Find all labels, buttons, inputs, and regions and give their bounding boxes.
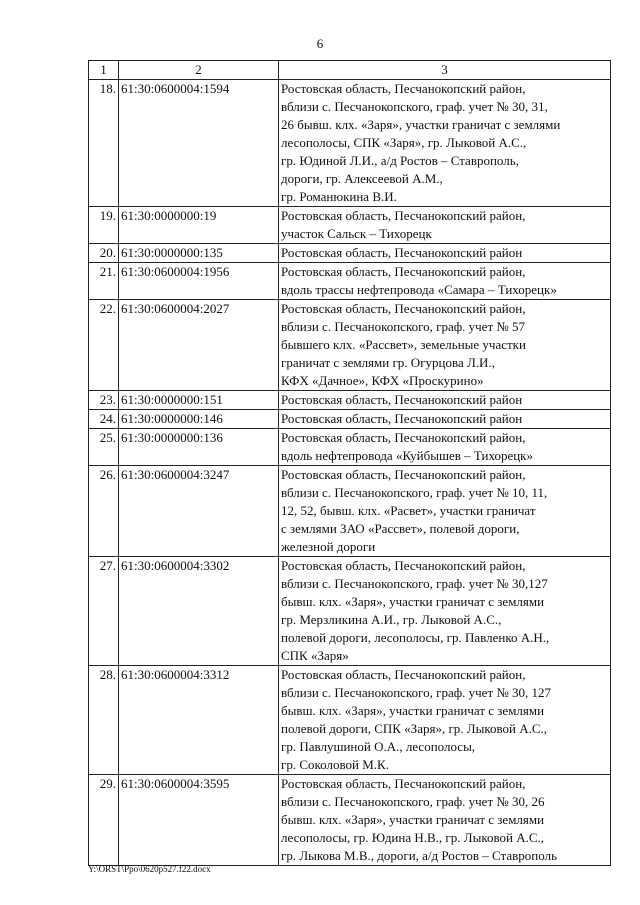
table-row <box>89 410 611 429</box>
table-row <box>89 80 611 207</box>
row-number: 26. <box>89 466 119 557</box>
location-description <box>279 557 611 666</box>
address-line: Ростовская область, Песчанокопский район, <box>281 558 526 573</box>
address-line: дороги, гр. Алексеевой А.М., <box>281 171 443 186</box>
table-row <box>89 244 611 263</box>
address-line: полевой дороги, СПК «Заря», гр. Лыковой А.С., <box>281 721 548 736</box>
address-line: бывш. клх. «Заря», участки граничат с землями <box>281 703 545 718</box>
row-number: 20. <box>89 244 119 263</box>
table-row <box>89 666 611 775</box>
cadastral-number: 61:30:0600004:1594 <box>119 80 279 207</box>
location-description <box>279 80 611 207</box>
cadastral-number: 61:30:0600004:3595 <box>119 775 279 866</box>
table-row <box>89 557 611 666</box>
address-line: вблизи с. Песчанокопского, граф. учет № 30, 127 <box>281 685 552 700</box>
address-line: бывш. клх. «Заря», участки граничат с землями <box>281 812 545 827</box>
row-number: 27. <box>89 557 119 666</box>
column-header-cadastral: 2 <box>119 61 279 80</box>
address-line: бывшего клх. «Рассвет», земельные участки <box>281 337 526 352</box>
address-line: гр. Соколовой М.К. <box>281 757 389 772</box>
address-line: КФХ «Дачное», КФХ «Проскурино» <box>281 373 484 388</box>
address-line: 26 бывш. клх. «Заря», участки граничат с землями <box>281 117 561 132</box>
location-description <box>279 466 611 557</box>
location-description <box>279 429 611 466</box>
address-line: гр. Романюкина В.И. <box>281 189 397 204</box>
address-line: с землями ЗАО «Рассвет», полевой дороги, <box>281 521 520 536</box>
address-line: гр. Мерзликина А.И., гр. Лыковой А.С., <box>281 612 502 627</box>
cadastral-number: 61:30:0000000:151 <box>119 391 279 410</box>
address-line: железной дороги <box>281 539 376 554</box>
address-line: лесополосы, СПК «Заря», гр. Лыковой А.С., <box>281 135 527 150</box>
table-row <box>89 263 611 300</box>
address-line: вдоль нефтепровода «Куйбышев – Тихорецк» <box>281 448 533 463</box>
address-line: Ростовская область, Песчанокопский район, <box>281 301 526 316</box>
table-row <box>89 775 611 866</box>
address-line: Ростовская область, Песчанокопский район, <box>281 264 526 279</box>
land-registry-table <box>88 60 611 866</box>
column-header-address: 3 <box>279 61 611 80</box>
address-line: Ростовская область, Песчанокопский район, <box>281 208 526 223</box>
location-description <box>279 263 611 300</box>
cadastral-number: 61:30:0000000:135 <box>119 244 279 263</box>
address-line: Ростовская область, Песчанокопский район <box>281 245 523 260</box>
address-line: Ростовская область, Песчанокопский район, <box>281 467 526 482</box>
address-line: вдоль трассы нефтепровода «Самара – Тихорецк» <box>281 282 557 297</box>
row-number: 19. <box>89 207 119 244</box>
location-description <box>279 410 611 429</box>
address-line: 12, 52, бывш. клх. «Расвет», участки граничат <box>281 503 536 518</box>
table-row <box>89 207 611 244</box>
cadastral-number: 61:30:0600004:3312 <box>119 666 279 775</box>
row-number: 23. <box>89 391 119 410</box>
row-number: 25. <box>89 429 119 466</box>
address-line: бывш. клх. «Заря», участки граничат с землями <box>281 594 545 609</box>
location-description <box>279 244 611 263</box>
address-line: гр. Лыкова М.В., дороги, а/д Ростов – Ставрополь <box>281 848 558 863</box>
table-row <box>89 466 611 557</box>
location-description <box>279 207 611 244</box>
cadastral-number: 61:30:0000000:19 <box>119 207 279 244</box>
cadastral-number: 61:30:0000000:136 <box>119 429 279 466</box>
row-number: 18. <box>89 80 119 207</box>
address-line: Ростовская область, Песчанокопский район, <box>281 667 526 682</box>
location-description <box>279 775 611 866</box>
row-number: 24. <box>89 410 119 429</box>
address-line: вблизи с. Песчанокопского, граф. учет № 30, 31, <box>281 99 548 114</box>
address-line: СПК «Заря» <box>281 648 349 663</box>
address-line: Ростовская область, Песчанокопский район <box>281 392 523 407</box>
address-line: полевой дороги, лесополосы, гр. Павленко А.Н., <box>281 630 550 645</box>
cadastral-number: 61:30:0600004:3247 <box>119 466 279 557</box>
column-header-number: 1 <box>89 61 119 80</box>
location-description <box>279 300 611 391</box>
file-path-footer: Y:\ORST\Ppo\0620p527.f22.docx <box>88 864 211 874</box>
address-line: вблизи с. Песчанокопского, граф. учет № 30, 26 <box>281 794 545 809</box>
address-line: граничат с землями гр. Огурцова Л.И., <box>281 355 495 370</box>
address-line: вблизи с. Песчанокопского, граф. учет № 30,127 <box>281 576 548 591</box>
row-number: 22. <box>89 300 119 391</box>
table-row <box>89 429 611 466</box>
address-line: Ростовская область, Песчанокопский район, <box>281 776 526 791</box>
location-description <box>279 666 611 775</box>
address-line: Ростовская область, Песчанокопский район, <box>281 430 526 445</box>
cadastral-number: 61:30:0600004:1956 <box>119 263 279 300</box>
cadastral-number: 61:30:0600004:3302 <box>119 557 279 666</box>
cadastral-number: 61:30:0000000:146 <box>119 410 279 429</box>
address-line: лесополосы, гр. Юдина Н.В., гр. Лыковой А.С., <box>281 830 545 845</box>
table-row <box>89 391 611 410</box>
cadastral-number: 61:30:0600004:2027 <box>119 300 279 391</box>
page-number: 6 <box>316 36 324 51</box>
row-number: 21. <box>89 263 119 300</box>
address-line: гр. Павлушиной О.А., лесополосы, <box>281 739 476 754</box>
address-line: вблизи с. Песчанокопского, граф. учет № 57 <box>281 319 526 334</box>
address-line: участок Сальск – Тихорецк <box>281 226 432 241</box>
address-line: гр. Юдиной Л.И., а/д Ростов – Ставрополь, <box>281 153 519 168</box>
row-number: 29. <box>89 775 119 866</box>
row-number: 28. <box>89 666 119 775</box>
location-description <box>279 391 611 410</box>
table-header-row <box>89 61 611 80</box>
address-line: Ростовская область, Песчанокопский район, <box>281 81 526 96</box>
table-row <box>89 300 611 391</box>
address-line: Ростовская область, Песчанокопский район <box>281 411 523 426</box>
address-line: вблизи с. Песчанокопского, граф. учет № 10, 11, <box>281 485 548 500</box>
